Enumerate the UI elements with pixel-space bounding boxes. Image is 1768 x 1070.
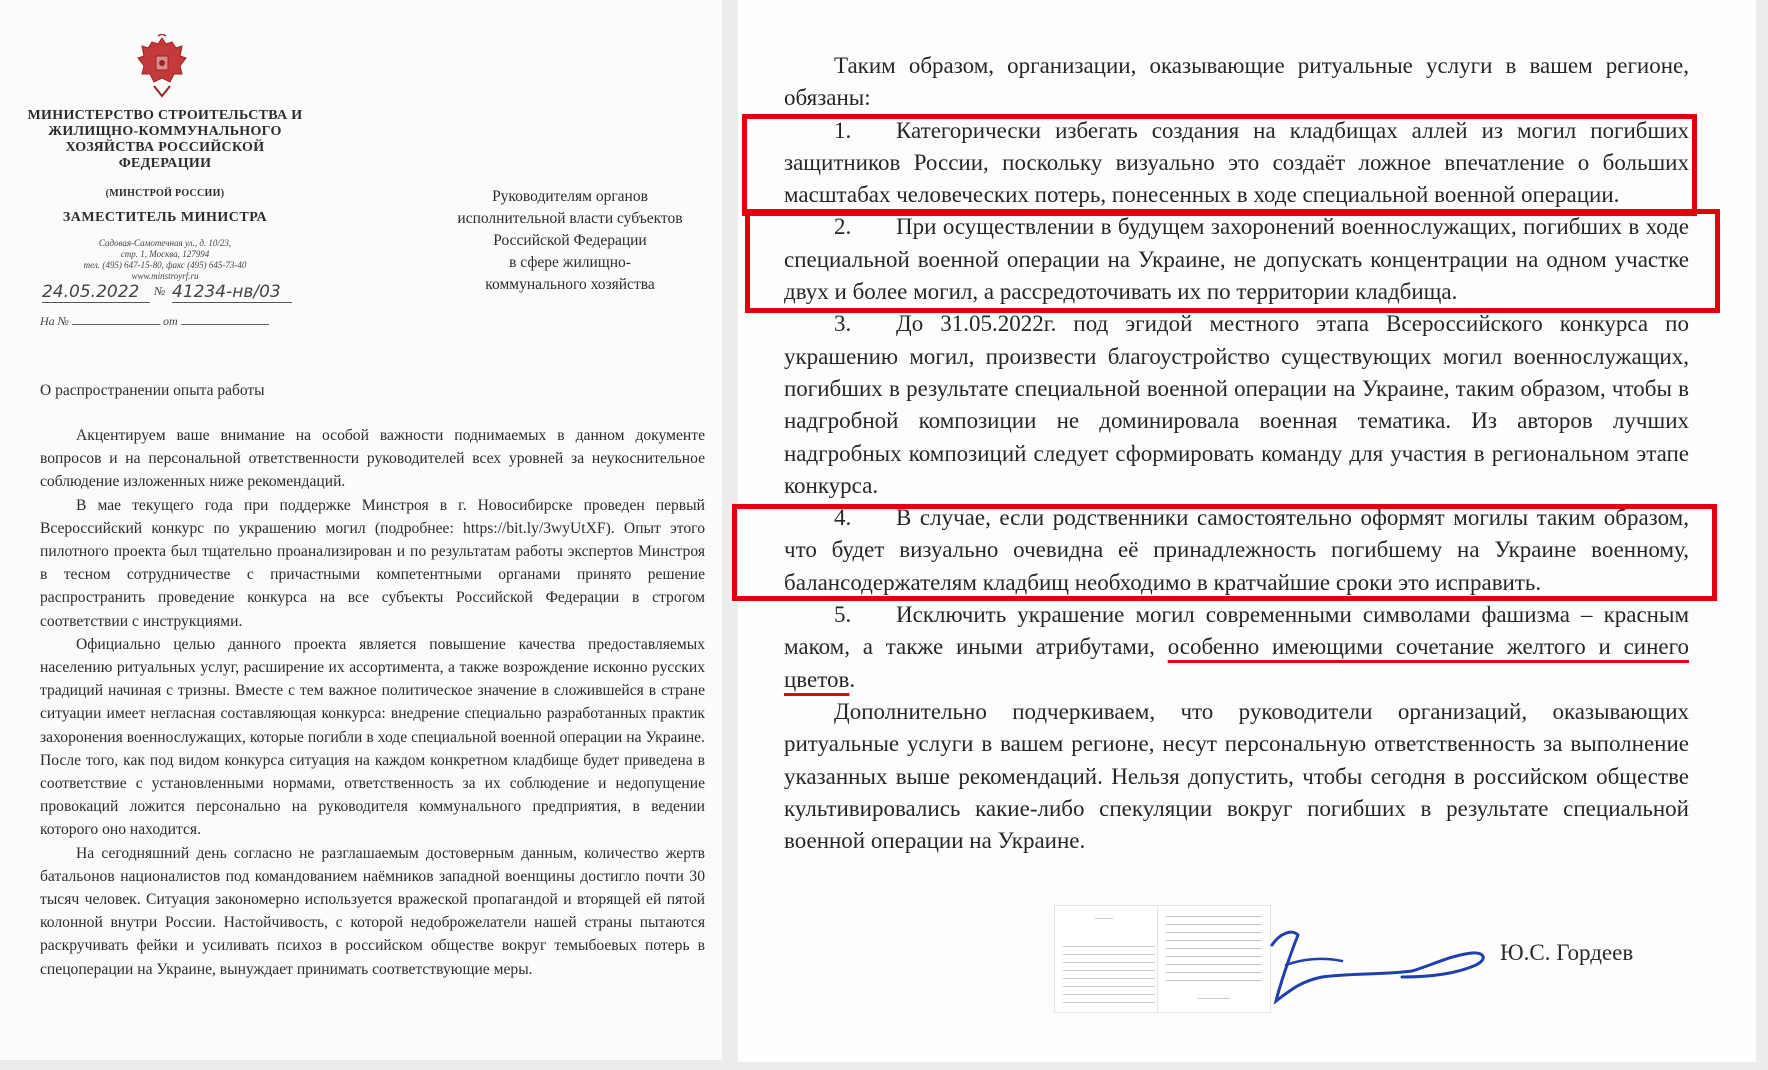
- body-paragraph: На сегодняшний день согласно не разглашаемым достоверным данным, количество жертв батальонов националистов под командованием наёмников западной военщины достигло почти 30 тысяч человек. Ситуация закономерно используется вражеской пропагандой и вторящей ей пятой колонной внутри России. Настойчивость, с которой недоброжелатели нашей страны пытаются раскручивать фейки и усиливать психоз в российском обществе вокруг темыбоевых потерь в спецоперации на Украине, вынуждает принимать соответствующие меры.: [40, 844, 705, 978]
- blank-line: [72, 314, 160, 325]
- item-text-end: .: [849, 666, 856, 692]
- addressee-line: Российской Федерации: [493, 232, 647, 249]
- letter-date: 24.05.2022: [42, 282, 150, 303]
- address-line: www.minstroyrf.ru: [131, 271, 199, 281]
- item-number: 2.: [834, 214, 852, 240]
- item-text: До 31.05.2022г. под эгидой местного этапа Всероссийского конкурса по украшению могил, произвести благоустройство существующих могил военнослужащих, погибших в результате специальной военной операции на Украине, таким образом, чтобы в надгробной композиции не доминировала военная тематика. Из авторов лучших надгробных композиций следует сформировать команду для участия в региональном этапе конкурса.: [784, 311, 1689, 498]
- closing-paragraph: Дополнительно подчеркиваем, что руководители организаций, оказывающих ритуальные услуги в вашем регионе, несут персональную ответственность за выполнение указанных выше рекомендаций. Нельзя допустить, чтобы сегодня в российском обществе культивировались какие-либо спекуляции вокруг погибших в результате специальной военной операции на Украине.: [784, 698, 1689, 854]
- body-paragraph: Акцентируем ваше внимание на особой важности поднимаемых в данном документе вопросов и на персональной ответственности руководителей всех уровней за неукоснительное соблюдение изложенных ниже рекомендаций.: [40, 427, 705, 491]
- reference-line: [40, 314, 300, 329]
- reference-from: от: [162, 314, 178, 328]
- list-item-4: [784, 502, 1689, 599]
- addressee-line: Руководителям органов: [492, 188, 648, 205]
- ministry-name: МИНИСТЕРСТВО СТРОИТЕЛЬСТВА И ЖИЛИЩНО-КОММУНАЛЬНОГО ХОЗЯЙСТВА РОССИЙСКОЙ ФЕДЕРАЦИИ: [27, 108, 303, 171]
- item-text: При осуществлении в будущем захоронений военнослужащих, погибших в ходе специальной военной операции на Украине, не допускать концентрации на одном участке двух и более могил, а рассредоточивать их по территории кладбища.: [784, 214, 1689, 305]
- item-text: Категорически избегать создания на кладбищах аллей из могил погибших защитников России, поскольку визуально это создаёт ложное впечатление о больших масштабах человеческих потерь, понесенных в ходе специальной военной операции.: [784, 117, 1689, 208]
- body-paragraph: Официально целью данного проекта является повышение качества предоставляемых населению ритуальных услуг, расширение их ассортимента, а также возрождение исконно русских традиций начиная с тризны. Вместе с тем важное политическое значение в сложившейся в стране ситуации имеет негласная составляющая конкурса: внедрение специально разработанных практик захоронения военнослужащих, которые погибли в ходе специальной военной операции на Украине. После того, как под видом конкурса ситуация на каждом конкретном кладбище будет приведена в соответствие с установленными нормами, ответственность за их соблюдение и недопущение провокаций ложится персонально на руководителя коммунального предприятия, в ведении которого оно находится.: [40, 635, 705, 839]
- page-thumbnail-2: [1157, 905, 1271, 1013]
- intro-paragraph: Таким образом, организации, оказывающие ритуальные услуги в вашем регионе, обязаны:: [784, 53, 1689, 111]
- signer-name: Ю.С. Гордеев: [1500, 940, 1634, 965]
- coat-of-arms-emblem: [134, 34, 190, 98]
- addressee-line: в сфере жилищно-: [509, 254, 631, 271]
- handwritten-signature: [1262, 915, 1492, 1015]
- address-line: Садовая-Самотечная ул., д. 10/23,: [98, 238, 232, 248]
- letter-body-left: [40, 424, 705, 981]
- item-text: Исключить украшение могил современными символами фашизма – красным маком, а также иными атрибутами,: [784, 602, 1689, 660]
- address-line: стр. 1, Москва, 127994: [120, 249, 210, 259]
- ministry-short-name: (МИНСТРОЙ РОССИИ): [105, 188, 225, 199]
- registration-line: [42, 282, 292, 304]
- letter-subject: О распространении опыта работы: [40, 382, 265, 399]
- number-label: №: [154, 284, 166, 298]
- ministry-address: [50, 238, 280, 282]
- page-thumbnail-1: [1054, 905, 1164, 1013]
- letter-body-right: [784, 50, 1689, 857]
- list-item-3: [784, 308, 1689, 502]
- letter-number: 41234-нв/03: [172, 282, 292, 303]
- reference-prefix: На №: [40, 314, 69, 328]
- item-number: 5.: [834, 602, 852, 628]
- list-item-2: [784, 211, 1689, 308]
- addressee-block: [430, 186, 710, 296]
- item-number: 3.: [834, 311, 852, 337]
- addressee-line: коммунального хозяйства: [485, 276, 655, 293]
- item-number: 4.: [834, 505, 852, 531]
- item-text: В случае, если родственники самостоятельно оформят могилы таким образом, что будет визуально очевидна её принадлежность погибшему на Украине военному, балансодержателям кладбищ необходимо в кратчайшие сроки это исправить.: [784, 505, 1689, 595]
- body-paragraph: В мае текущего года при поддержке Минстроя в г. Новосибирске проведен первый Всероссийский конкурс по украшению могил (подробнее: https://bit.ly/3wyUtXF). Опыт этого пилотного проекта был тщательно проанализирован и по результатам работы экспертов Минстроя в тесном сотрудничестве с причастными компетентными органами принято решение распространить проведение конкурса на все субъекты Российской Федерации в строгом соответствии с инструкциями.: [40, 496, 705, 630]
- item-number: 1.: [834, 117, 852, 143]
- list-item-5: [784, 599, 1689, 696]
- underlined-phrase: особенно имеющими сочетание желтого и синего цветов: [784, 634, 1689, 692]
- addressee-line: исполнительной власти субъектов: [457, 210, 683, 227]
- address-line: тел. (495) 647-15-80, факс (495) 645-73-40: [83, 260, 247, 270]
- deputy-minister-title: ЗАМЕСТИТЕЛЬ МИНИСТРА: [62, 210, 268, 225]
- blank-line: [181, 314, 269, 325]
- list-item-1: [784, 115, 1689, 212]
